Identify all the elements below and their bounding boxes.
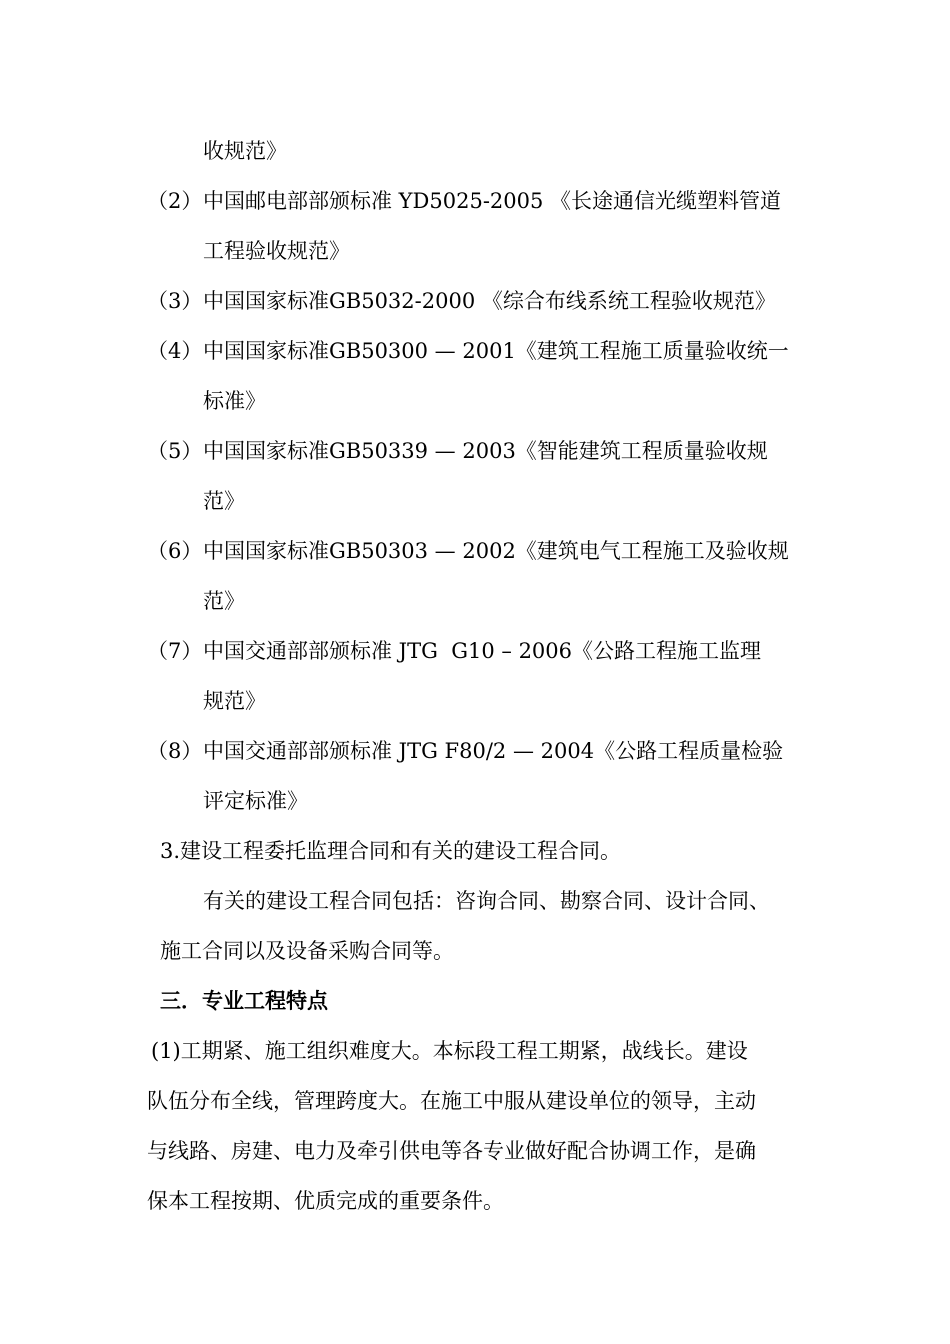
list-item-label: （7） [147,639,203,663]
list-item-text: 中国交通部部颁标准 JTG G10 – 2006《公路工程施工监理 [203,639,762,663]
paragraph-line: 队伍分布全线，管理跨度大。在施工中服从建设单位的领导，主动 [147,1089,756,1113]
list-item-text: 范》 [203,489,245,513]
list-item-text: 评定标准》 [203,789,308,813]
list-item-text: 中国国家标准GB50300 — 2001《建筑工程施工质量验收统一 [203,339,789,363]
list-item-text: 中国邮电部部颁标准 YD5025-2005 《长途通信光缆塑料管道 [203,189,782,213]
list-item-text: 标准》 [203,389,266,413]
list-item-text: 中国国家标准GB5032-2000 《综合布线系统工程验收规范》 [203,289,776,313]
list-item-text: 中国国家标准GB50339 — 2003《智能建筑工程质量验收规 [203,439,768,463]
list-item-text: 规范》 [203,689,266,713]
list-item-text: 中国交通部部颁标准 JTG F80/2 — 2004《公路工程质量检验 [203,739,784,763]
paragraph-line: (1)工期紧、施工组织难度大。本标段工程工期紧，战线长。建设 [151,1039,748,1063]
list-item-text: 工程验收规范》 [203,239,350,263]
list-item-label: （8） [147,739,203,763]
list-item-label: （2） [147,189,203,213]
paragraph-line: 与线路、房建、电力及牵引供电等各专业做好配合协调工作，是确 [147,1139,756,1163]
section-heading: 三．专业工程特点 [160,988,328,1013]
list-item-label: （4） [147,339,203,363]
paragraph-line: 施工合同以及设备采购合同等。 [160,939,454,963]
list-item-text: 中国国家标准GB50303 — 2002《建筑电气工程施工及验收规 [203,539,789,563]
list-item-label: （5） [147,439,203,463]
list-continuation-line: 收规范》 [203,139,287,163]
list-item-label: （3） [147,289,203,313]
list-item-label: （6） [147,539,203,563]
paragraph-line: 保本工程按期、优质完成的重要条件。 [147,1189,504,1213]
numbered-item-3: 3.建设工程委托监理合同和有关的建设工程合同。 [160,839,622,863]
list-item-text: 范》 [203,589,245,613]
paragraph-line: 有关的建设工程合同包括：咨询合同、勘察合同、设计合同、 [203,889,770,913]
